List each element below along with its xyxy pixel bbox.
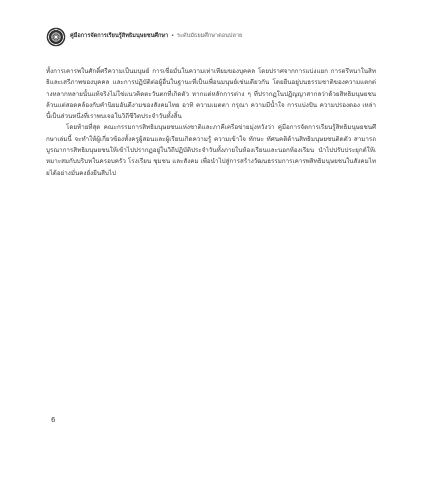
header-separator: • <box>170 33 175 40</box>
paragraph-2: โดยท้ายที่สุด คณะกรรมการสิทธิมนุษยชนแห่งชาติและภาคีเครือข่ายมุ่งหวังว่า คู่มือการจัดการเรียนรู้สิทธิมนุษยชนศึกษาเล่มนี้ จะทำให้ผู้เกี่ยวข้องทั้งครูผู้สอนและผู้เรียนเกิดความรู้ ความเข้าใจ ทักษะ ทัศนคติด้านสิทธิมนุษยชนติดตัว สามารถบูรณาการสิทธิมนุษยชนให้เข้าไปปรากฏอยู่ในวิถีปฏิบัติประจำวันทั้งภายในห้องเรียนและนอกห้องเรียน นำไปปรับประยุกต์ให้เหมาะสมกับบริบทในครอบครัว โรงเรียน ชุมชน และสังคม เพื่อนำไปสู่การสร้างวัฒนธรรมการเคารพสิทธิมนุษยชนในสังคมไทยได้อย่างมั่นคงยั่งยืนสืบไป <box>46 124 376 177</box>
manual-title: คู่มือการจัดการเรียนรู้สิทธิมนุษยชนศึกษา <box>70 33 169 40</box>
header-text <box>70 34 242 40</box>
body-text <box>46 66 376 179</box>
page-number: 6 <box>51 416 56 424</box>
paragraph-1: ทั้งการเคารพในศักดิ์ศรีความเป็นมนุษย์ การเชื่อมั่นในความเท่าเทียมของบุคคล โดยปราศจากการแบ่งแยก การตรึหนาในสิทธิและเสรีภาพของบุคคล และการปฏิบัติต่อผู้อื่นในฐานะที่เป็นเพื่อนมนุษย์เช่นเดียวกัน โดยยืนอยู่บนธรรมชาติของความแตกต่างหลากหลายนั้นแท้จริงไม่ใช่แนวคิดตะวันตกที่เกิดตัว หากแต่หลักการต่าง ๆ ที่ปรากฏในปฏิญญาสากลว่าด้วยสิทธิมนุษยชน ล้วนแต่สอดคล้องกับคำนิยมอันดีงามของสังคมไทย อาทิ ความเมตตา กรุณา ความมีน้ำใจ การแบ่งปัน ความปรองดอง เหล่านี้เป็นส่วนหนึ่งที่เราพบเจอในวิถีชีวิตประจำวันทั้งสิ้น <box>46 68 376 121</box>
dharma-wheel-emblem-icon <box>46 27 66 47</box>
page-header <box>46 27 242 47</box>
education-level-label: ระดับมัธยมศึกษาตอนปลาย <box>177 33 243 40</box>
